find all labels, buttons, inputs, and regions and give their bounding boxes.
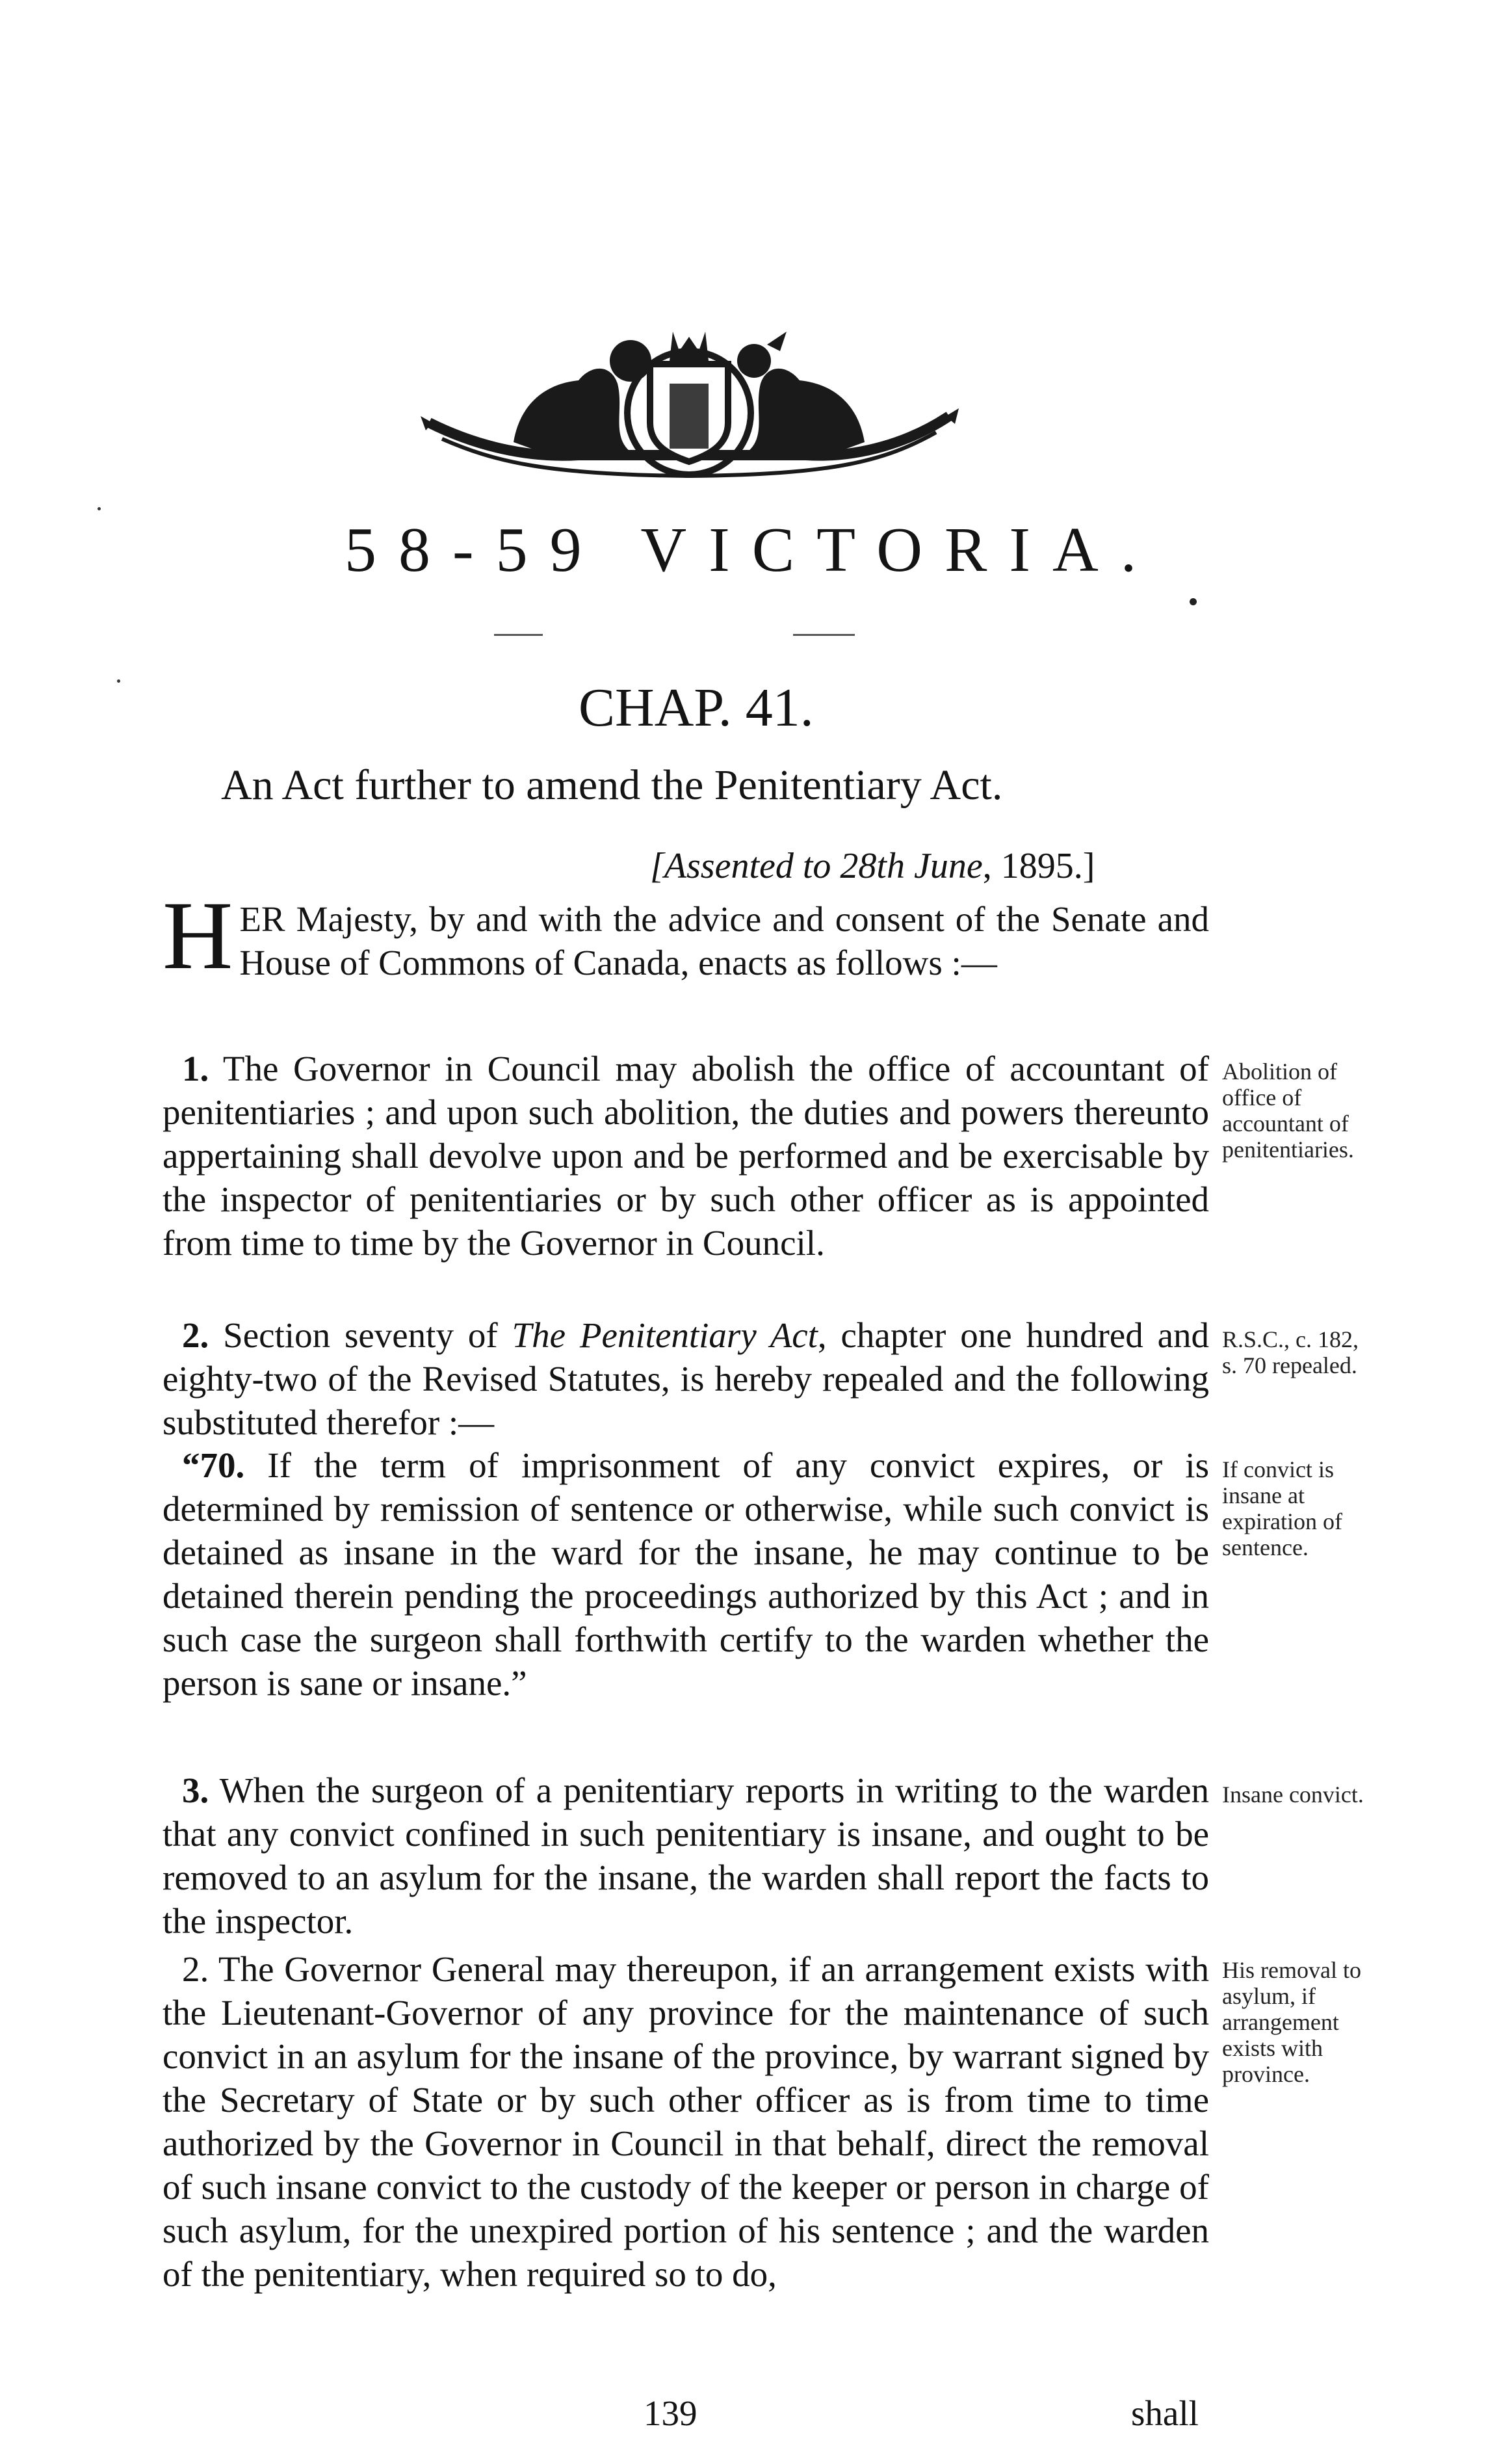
assent-date: 28th June — [840, 846, 983, 886]
subsection-2-number: 2. — [182, 1949, 209, 1989]
chapter-heading: CHAP. 41. — [579, 677, 814, 738]
stray-dot — [1190, 598, 1197, 605]
royal-coat-of-arms-icon — [416, 325, 962, 481]
section-70-marginal-note: If convict is insane at expiration of sentence. — [1222, 1456, 1342, 1560]
section-3-number: 3. — [182, 1770, 209, 1810]
assent-prefix: [Assented to — [650, 846, 841, 886]
divider-dash-right — [793, 634, 855, 636]
section-2-marginal-note: R.S.C., c. 182, s. 70 repealed. — [1222, 1326, 1359, 1378]
section-2-text-b: , chapter one hundred and eighty-two of the Revised Statutes, is hereby repealed and the following substituted therefor :— — [163, 1315, 1210, 1442]
catchword: shall — [1131, 2393, 1199, 2433]
regnal-title: 58-59 VICTORIA. — [345, 515, 1159, 585]
stray-mark — [98, 507, 101, 510]
section-2-act-name: The Penitentiary Act — [512, 1315, 818, 1355]
section-2-text-a: Section seventy of — [209, 1315, 512, 1355]
section-3-text: When the surgeon of a penitentiary reports in writing to the warden that any convict confined in such penitentiary is insane, and ought to be removed to an asylum for the insane, the warden shall report the facts to the inspector. — [163, 1770, 1209, 1941]
stray-mark — [117, 679, 120, 683]
enacting-clause: HER Majesty, by and with the advice and consent of the Senate and House of Commons of Canada, enacts as follows :— — [163, 882, 1209, 990]
assent-suffix: , 1895.] — [982, 846, 1095, 886]
section-2-number: 2. — [182, 1315, 209, 1355]
section-1-marginal-note: Abolition of office of accountant of penitentiaries. — [1222, 1059, 1354, 1163]
section-3-subsection-2 — [163, 1947, 1209, 2296]
subsection-2-marginal-note: His removal to asylum, if arrangement exists with province. — [1222, 1957, 1361, 2087]
section-1 — [163, 1047, 1209, 1265]
page-number: 139 — [644, 2393, 697, 2433]
section-70-text: If the term of imprisonment of any convict expires, or is determined by remission of sentence or otherwise, while such convict is detained as insane in the ward for the insane, he may continue to be detained therein pending the proceedings authorized by this Act ; and in such case the surgeon shall forthwith certify to the warden whether the person is sane or insane.” — [163, 1445, 1209, 1703]
act-title: An Act further to amend the Penitentiary Act. — [221, 761, 1003, 809]
section-3 — [163, 1769, 1209, 1943]
section-70-number: “70. — [182, 1445, 245, 1485]
divider-dash-left — [494, 634, 543, 636]
section-1-text: The Governor in Council may abolish the office of accountant of penitentiaries ; and upon such abolition, the duties and powers thereunto appertaining shall devolve upon and be performed and be exercisable by the inspector of penitentiaries or by such other officer as is appointed from time to time by the Governor in Council. — [163, 1049, 1209, 1263]
section-3-marginal-note: Insane convict. — [1222, 1782, 1364, 1808]
section-2 — [163, 1313, 1209, 1444]
section-2-quoted-70 — [163, 1443, 1209, 1705]
assent-line — [650, 845, 1095, 887]
subsection-2-text: The Governor General may thereupon, if an arrangement exists with the Lieutenant-Governor of any province for the maintenance of such convict in an asylum for the insane of the province, by warrant signed by the Secretary of State or by such other officer as is from time to time authorized by the Governor in Council in that behalf, direct the removal of such insane convict to the custody of the keeper or person in charge of such asylum, for the unexpired portion of his sentence ; and the warden of the penitentiary, when required so to do, — [163, 1949, 1209, 2294]
section-1-number: 1. — [182, 1049, 209, 1088]
